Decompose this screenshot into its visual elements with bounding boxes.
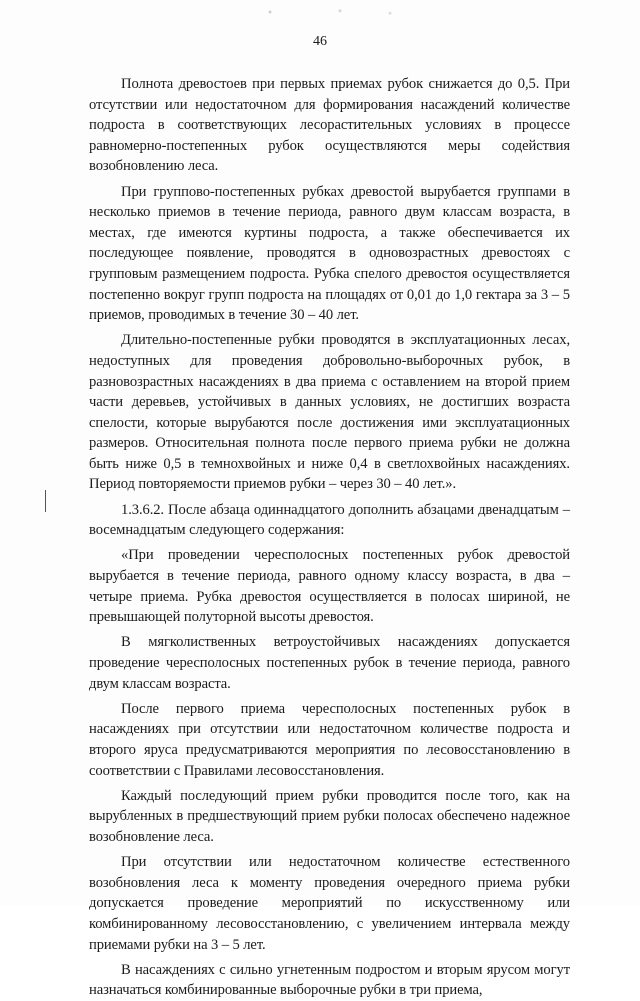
paragraph: В насаждениях с сильно угнетенным подростом и вторым ярусом могут назначаться комбинированные выборочные рубки в три приема, [89, 961, 570, 999]
paragraph: После первого приема чересполосных постепенных рубок в насаждениях при отсутствии или недостаточном количестве подроста и второго яруса предусматриваются мероприятия по лесовосстановлению в соответствии с Правилами лесовосстановления. [89, 700, 570, 779]
body-text [89, 74, 570, 1001]
paragraph: Полнота древостоев при первых приемах рубок снижается до 0,5. При отсутствии или недостаточном для формирования насаждений количестве подроста в соответствующих лесорастительных условиях в процессе равномерно-постепенных рубок осуществляются меры содействия возобновлению леса. [89, 76, 570, 175]
paragraph: При отсутствии или недостаточном количестве естественного возобновления леса к моменту проведения очередного приема рубки допускается проведение мероприятий по искусственному или комбинированному лесовосстановлению, с увеличением интервала между приемами рубки на 3 – 5 лет. [89, 854, 570, 953]
scan-noise [230, 6, 430, 18]
margin-mark [45, 490, 46, 512]
page-number: 46 [313, 34, 327, 49]
paragraph: Длительно-постепенные рубки проводятся в эксплуатационных лесах, недоступных для проведения добровольно-выборочных рубок, в разновозрастных насаждениях в два приема с оставлением на второй прием части деревьев, устойчивых в данных условиях, не достигших возраста спелости, которые вырубаются после достижения ими эксплуатационных размеров. Относительная полнота после первого приема рубки не должна быть ниже 0,5 в темнохвойных и ниже 0,4 в светлохвойных насаждениях. Период повторяемости приемов рубки – через 30 – 40 лет.». [89, 332, 570, 493]
paragraph: В мягколиственных ветроустойчивых насаждениях допускается проведение чересполосных постепенных рубок в течение периода, равного двум классам возраста. [89, 634, 570, 692]
paragraph: 1.3.6.2. После абзаца одиннадцатого дополнить абзацами двенадцатым – восемнадцатым следующего содержания: [89, 501, 570, 539]
paragraph: Каждый последующий прием рубки проводится после того, как на вырубленных в предшествующий прием рубки полосах обеспечено надежное возобновление леса. [89, 787, 570, 845]
paragraph: При группово-постепенных рубках древостой вырубается группами в несколько приемов в течение периода, равного двум классам возраста, в местах, где имеются куртины подроста, а также обеспечивается их последующее появление, проводятся в одновозрастных древостоях с групповым размещением подроста. Рубка спелого древостоя осуществляется постепенно вокруг групп подроста на площадях от 0,01 до 1,0 гектара за 3 – 5 приемов, проводимых в течение 30 – 40 лет. [89, 183, 570, 324]
paragraph: «При проведении чересполосных постепенных рубок древостой вырубается в течение периода, равного одному классу возраста, в два – четыре приема. Рубка древостоя осуществляется в полосах шириной, не превышающей полуторной высоты древостоя. [89, 547, 570, 626]
